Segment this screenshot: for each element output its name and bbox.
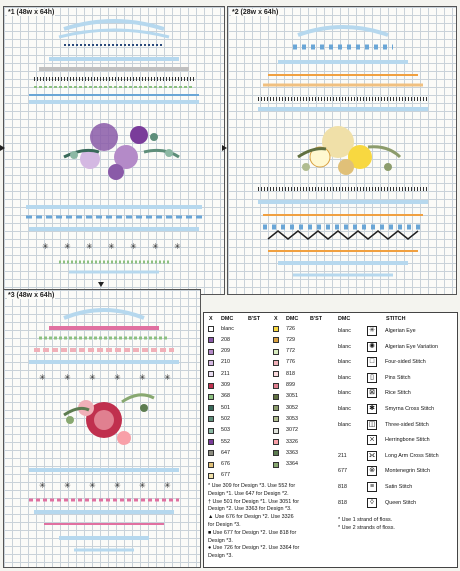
herringbone-stitch-icon: ⨯ xyxy=(367,435,377,445)
legend-dmc-code: 3053 xyxy=(286,415,298,422)
legend-swatch xyxy=(208,337,214,343)
legend-note-line: ● Use 726 for Design *2. Use 3364 for xyxy=(208,545,300,552)
design-2-title: *2 (28w x 64h) xyxy=(232,9,279,16)
svg-text:✳: ✳ xyxy=(64,373,71,382)
long-arm-cross-icon: ⟗ xyxy=(368,451,376,459)
legend-dmc-code: 368 xyxy=(221,393,230,400)
legend-swatch xyxy=(273,450,279,456)
legend-swatch xyxy=(208,462,214,468)
design-1-motif xyxy=(4,7,225,295)
legend-stitch-dmc: blanc xyxy=(338,390,351,397)
legend-swatch xyxy=(208,450,214,456)
violet-flower-cluster xyxy=(64,123,179,180)
three-sided-stitch-icon: ◫ xyxy=(368,420,376,428)
rice-stitch-icon: ⊠ xyxy=(367,388,377,398)
legend-stitch-dmc: 677 xyxy=(338,468,347,475)
legend-dmc-code: 502 xyxy=(221,415,230,422)
legend-stitch-dmc: blanc xyxy=(338,359,351,366)
legend-swatch xyxy=(273,405,279,411)
design-3-title: *3 (48w x 64h) xyxy=(8,292,55,299)
legend-stitch-dmc: 818 xyxy=(338,484,347,490)
legend-swatch xyxy=(208,371,214,377)
four-sided-stitch-icon: □ xyxy=(367,357,377,367)
legend-swatch xyxy=(208,349,214,355)
legend-stitch-name: Smyrna Cross Stitch xyxy=(385,406,435,412)
color-key-legend xyxy=(203,312,458,568)
montenegrin-stitch-icon: ⊗ xyxy=(367,466,377,476)
design-2-motif xyxy=(228,7,457,295)
legend-note-line: Design *3. xyxy=(208,537,233,544)
legend-dmc-code: 647 xyxy=(221,449,230,456)
col-center-arrow-3 xyxy=(98,282,104,287)
svg-text:✳: ✳ xyxy=(152,242,159,251)
design-1-chart xyxy=(3,6,225,295)
algerian-eye-variation-icon: ✺ xyxy=(367,342,377,352)
col1-dmc-header: DMC xyxy=(221,316,234,322)
svg-text:✳: ✳ xyxy=(114,481,121,490)
legend-swatch xyxy=(273,337,279,343)
svg-text:✳: ✳ xyxy=(42,242,49,251)
legend-right-note-line: * Use 1 strand of floss. xyxy=(338,517,393,523)
legend-stitch-dmc: blanc xyxy=(338,328,351,334)
legend-dmc-code: 676 xyxy=(221,461,230,468)
svg-text:✳: ✳ xyxy=(114,373,121,382)
legend-swatch xyxy=(208,383,214,389)
legend-stitch-name: Montenegrin Stitch xyxy=(385,468,430,475)
legend-dmc-code: 501 xyxy=(221,404,230,411)
legend-right-note-line: * Use 2 strands of floss. xyxy=(338,525,395,531)
legend-swatch xyxy=(273,394,279,400)
legend-swatch xyxy=(273,326,279,332)
legend-swatch xyxy=(208,326,214,332)
design-3-chart xyxy=(3,289,201,568)
legend-stitch-name: Queen Stitch xyxy=(385,499,417,506)
legend-dmc-code: 772 xyxy=(286,348,295,355)
legend-dmc-code: 552 xyxy=(221,438,230,445)
svg-text:✳: ✳ xyxy=(64,481,71,490)
legend-note-line: Design *3. xyxy=(208,553,233,560)
legend-dmc-code: blanc xyxy=(221,325,234,332)
legend-dmc-code: 3051 xyxy=(286,393,298,400)
svg-text:✳: ✳ xyxy=(89,481,96,490)
svg-text:✳: ✳ xyxy=(130,242,137,251)
legend-dmc-code: 3326 xyxy=(286,438,298,445)
legend-swatch xyxy=(273,360,279,366)
col2-bst-header: B'ST xyxy=(310,316,323,322)
svg-text:✳: ✳ xyxy=(108,242,115,251)
legend-stitch-name: Herringbone Stitch xyxy=(385,437,430,444)
rose-flower-cluster xyxy=(64,395,154,445)
legend-dmc-code: 899 xyxy=(286,382,295,388)
legend-swatch xyxy=(273,349,279,355)
satin-stitch-icon: ≡ xyxy=(367,482,377,492)
svg-text:✳: ✳ xyxy=(39,373,46,382)
legend-dmc-code: 776 xyxy=(286,359,295,366)
col2-x-header: X xyxy=(274,316,278,322)
algerian-eye-icon: ✳ xyxy=(367,326,377,336)
legend-swatch xyxy=(208,473,214,479)
col3-dmc-header: DMC xyxy=(338,316,351,322)
legend-stitch-dmc: blanc xyxy=(338,421,351,428)
legend-dmc-code: 726 xyxy=(286,325,295,332)
legend-swatch xyxy=(273,462,279,468)
design-3-motif xyxy=(4,290,201,568)
legend-swatch xyxy=(273,416,279,422)
pins-stitch-icon: ▯ xyxy=(367,373,377,383)
legend-dmc-code: 208 xyxy=(221,336,230,343)
legend-note-line: for Design *3. xyxy=(208,522,241,528)
legend-swatch xyxy=(208,428,214,434)
col3-stitch-header: STITCH xyxy=(386,316,406,322)
svg-text:✳: ✳ xyxy=(164,373,171,382)
svg-text:✳: ✳ xyxy=(39,481,46,490)
col2-dmc-header: DMC xyxy=(286,316,299,322)
row-center-arrow-2 xyxy=(222,145,227,151)
col1-x-header: X xyxy=(209,316,213,322)
design-2-chart xyxy=(227,6,457,295)
legend-swatch xyxy=(273,383,279,389)
col1-bst-header: B'ST xyxy=(248,316,261,322)
legend-swatch xyxy=(208,394,214,400)
legend-dmc-code: 677 xyxy=(221,472,230,479)
legend-dmc-code: 3052 xyxy=(286,404,298,411)
legend-stitch-dmc: 818 xyxy=(338,499,347,506)
legend-dmc-code: 3364 xyxy=(286,461,298,468)
legend-stitch-name: Rice Stitch xyxy=(385,390,411,397)
legend-stitch-name: Three-sided Stitch xyxy=(385,421,429,428)
legend-stitch-dmc: blanc xyxy=(338,374,351,381)
legend-dmc-code: 210 xyxy=(221,359,230,366)
legend-swatch xyxy=(273,439,279,445)
legend-dmc-code: 3072 xyxy=(286,427,298,434)
queen-stitch-icon: ◊ xyxy=(367,498,377,508)
svg-text:✳: ✳ xyxy=(174,242,181,251)
pale-flower-cluster xyxy=(298,126,400,175)
row-center-arrow-1 xyxy=(0,145,5,151)
legend-swatch xyxy=(273,371,279,377)
legend-dmc-code: 3363 xyxy=(286,449,298,456)
legend-stitch-name: Pins Stitch xyxy=(385,374,411,381)
svg-text:✳: ✳ xyxy=(89,373,96,382)
legend-swatch xyxy=(208,439,214,445)
legend-note-line: Design *2. Use 3363 for Design *3. xyxy=(208,506,292,513)
legend-stitch-dmc: blanc xyxy=(338,406,351,412)
legend-stitch-name: Four-sided Stitch xyxy=(385,359,426,366)
legend-swatch xyxy=(273,428,279,434)
legend-dmc-code: 309 xyxy=(221,382,230,388)
smyrna-cross-icon: ✱ xyxy=(367,404,377,414)
svg-text:✳: ✳ xyxy=(86,242,93,251)
svg-text:✳: ✳ xyxy=(139,481,146,490)
design-1-title: *1 (48w x 64h) xyxy=(8,9,55,16)
legend-stitch-name: Algerian Eye xyxy=(385,328,416,334)
legend-dmc-code: 729 xyxy=(286,336,295,343)
legend-note-line: ▲ Use 676 for Design *2. Use 3326 xyxy=(208,514,294,521)
legend-note-line: Design *1. Use 647 for Design *2. xyxy=(208,490,289,497)
legend-dmc-code: 503 xyxy=(221,427,230,434)
legend-swatch xyxy=(208,405,214,411)
legend-note-line: ■ Use 677 for Design *2. Use 818 for xyxy=(208,529,297,536)
svg-text:✳: ✳ xyxy=(164,481,171,490)
legend-note-line: * Use 309 for Design *3. Use 552 for xyxy=(208,483,296,489)
legend-dmc-code: 818 xyxy=(286,370,295,377)
legend-stitch-name: Satin Stitch xyxy=(385,484,413,490)
legend-stitch-dmc: 211 xyxy=(338,452,347,459)
svg-text:✳: ✳ xyxy=(64,242,71,251)
legend-stitch-name: Algerian Eye Variation xyxy=(385,343,438,350)
svg-text:✳: ✳ xyxy=(139,373,146,382)
legend-dmc-code: 209 xyxy=(221,348,230,355)
legend-dmc-code: 211 xyxy=(221,370,230,377)
legend-stitch-name: Long Arm Cross Stitch xyxy=(385,452,439,459)
legend-swatch xyxy=(208,416,214,422)
legend-note-line: † Use 501 for Design *1. Use 3051 for xyxy=(208,498,300,505)
legend-stitch-dmc: blanc xyxy=(338,343,351,350)
legend-swatch xyxy=(208,360,214,366)
